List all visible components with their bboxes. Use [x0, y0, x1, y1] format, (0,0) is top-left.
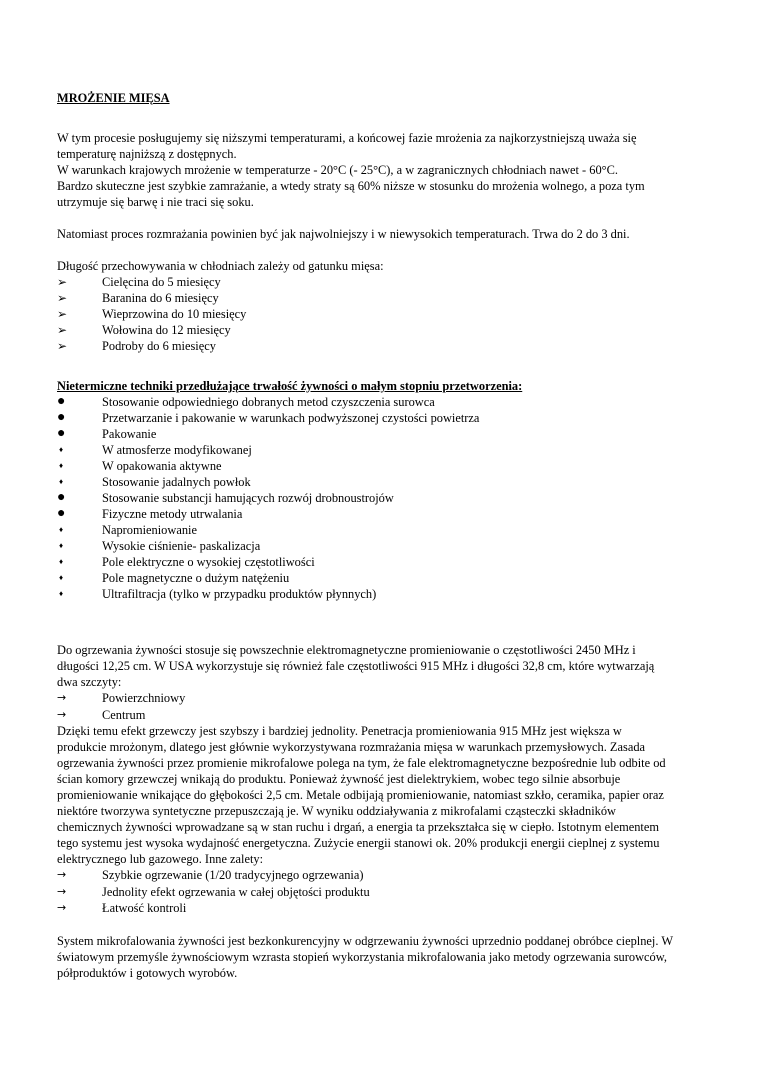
document-page — [57, 90, 673, 981]
list-item-text: W opakowania aktywne — [102, 459, 222, 473]
diamond-icon: ♦ — [59, 589, 64, 598]
bullet-icon: ● — [57, 506, 66, 521]
list-item-text: Wołowina do 12 miesięcy — [102, 323, 231, 337]
advantages-list — [57, 867, 673, 917]
list-item-text: Napromieniowanie — [102, 523, 197, 537]
list-item — [57, 490, 673, 506]
right-arrow-icon: → — [57, 884, 67, 898]
list-item-text: Podroby do 6 miesięcy — [102, 339, 216, 353]
list-item — [57, 570, 673, 586]
list-item-text: Pole magnetyczne o dużym natężeniu — [102, 571, 290, 585]
spacer — [57, 106, 673, 130]
arrowhead-icon: ➢ — [57, 275, 68, 289]
peaks-list — [57, 690, 673, 723]
right-arrow-icon: → — [57, 707, 67, 721]
storage-list — [57, 274, 673, 354]
list-item — [57, 538, 673, 554]
bullet-icon: ● — [57, 410, 66, 425]
arrowhead-icon: ➢ — [57, 323, 68, 337]
list-item — [57, 690, 673, 707]
list-item — [57, 410, 673, 426]
list-item — [57, 586, 673, 602]
list-item-text: Przetwarzanie i pakowanie w warunkach podwyższonej czystości powietrza — [102, 411, 480, 425]
list-item — [57, 322, 673, 338]
list-item-text: Szybkie ogrzewanie (1/20 tradycyjnego ogrzewania) — [102, 868, 364, 882]
spacer — [57, 354, 673, 378]
list-item — [57, 426, 673, 442]
list-item-text: Stosowanie substancji hamujących rozwój drobnoustrojów — [102, 491, 394, 505]
nonthermal-heading: Nietermiczne techniki przedłużające trwałość żywności o małym stopniu przetworzenia: — [57, 379, 523, 393]
bullet-icon: ● — [57, 490, 66, 505]
list-item — [57, 867, 673, 884]
diamond-icon: ♦ — [59, 461, 64, 470]
storage-intro: Długość przechowywania w chłodniach zależy od gatunku mięsa: — [57, 259, 384, 273]
nonthermal-list — [57, 394, 673, 602]
diamond-icon: ♦ — [59, 477, 64, 486]
list-item-text: Pakowanie — [102, 427, 157, 441]
list-item-text: Stosowanie odpowiedniego dobranych metod czyszczenia surowca — [102, 395, 435, 409]
diamond-icon: ♦ — [59, 541, 64, 550]
microwave-paragraph-3: System mikrofalowania żywności jest bezkonkurencyjny w odgrzewaniu żywności uprzednio poddanej obróbce cieplnej. W światowym przemyśle żywnościowym wzrasta stopień wykorzystania mikrofalowania jako metody ogrzewania surowców, półproduktów i gotowych wyrobów. — [57, 933, 673, 980]
diamond-icon: ♦ — [59, 573, 64, 582]
list-item-text: Jednolity efekt ogrzewania w całej objętości produktu — [102, 884, 370, 899]
list-item-text: Fizyczne metody utrwalania — [102, 507, 243, 521]
spacer — [57, 602, 673, 626]
list-item-text: Łatwość kontroli — [102, 901, 187, 915]
microwave-paragraph-1: Do ogrzewania żywności stosuje się powszechnie elektromagnetyczne promieniowanie o częstotliwości 2450 MHz i długości 12,25 cm. W USA wykorzystuje się również fale częstotliwości 915 MHz i długości 32,8 cm, które wytwarzają dwa szczyty: — [57, 643, 655, 689]
right-arrow-icon: → — [57, 901, 67, 914]
spacer — [57, 626, 673, 642]
diamond-icon: ♦ — [59, 525, 64, 534]
list-item — [57, 442, 673, 458]
list-item — [57, 900, 673, 917]
arrowhead-icon: ➢ — [57, 307, 68, 321]
list-item — [57, 522, 673, 538]
arrowhead-icon: ➢ — [57, 291, 68, 305]
list-item-text: Pole elektryczne o wysokiej częstotliwości — [102, 555, 315, 569]
microwave-paragraph-2: Dzięki temu efekt grzewczy jest szybszy i bardziej jednolity. Penetracja promieniowania 915 MHz jest większa w produkcie mrożonym, dlatego jest głównie wykorzystywana rozmrażania mięsa w warunkach przemysłowych. Zasada ogrzewania żywności przez promienie mikrofalowe polega na tym, że fale elektromagnetyczne bezpośrednie lub odbite od ścian komory grzewczej wnikają do produktu. Ponieważ żywność jest dielektrykiem, wobec tego silnie absorbuje promieniowanie wnikające do głębokości 2,5 cm. Metale odbijają promieniowanie, natomiast szkło, ceramika, papier oraz niektóre tworzywa syntetyczne przepuszczają je. W wyniku oddziaływania z mikrofalami cząsteczki składników chemicznych żywności wprowadzane są w stan ruchu i drgań, a energia ta przekształca się w ciepło. Istotnym elementem tego systemu jest wysoka wydajność energetyczna. Zużycie energii stanowi ok. 20% produkcji energii cieplnej z systemu elektrycznego lub gazowego. Inne zalety: — [57, 724, 666, 866]
list-item-text: Wieprzowina do 10 miesięcy — [102, 307, 247, 321]
list-item-text: Powierzchniowy — [102, 691, 186, 705]
intro-paragraph-3: Bardzo skuteczne jest szybkie zamrażanie, a wtedy straty są 60% niższe w stosunku do mrożenia wolnego, a poza tym utrzymuje się barwę i nie traci się soku. — [57, 179, 645, 209]
list-item-text: Stosowanie jadalnych powłok — [102, 475, 251, 489]
spacer — [57, 917, 673, 933]
list-item — [57, 707, 673, 724]
spacer — [57, 210, 673, 226]
list-item — [57, 394, 673, 410]
list-item — [57, 554, 673, 570]
bullet-icon: ● — [57, 426, 66, 441]
list-item — [57, 338, 673, 354]
right-arrow-icon: → — [57, 691, 67, 704]
list-item — [57, 306, 673, 322]
intro-paragraph-1: W tym procesie posługujemy się niższymi temperaturami, a końcowej fazie mrożenia za najkorzystniejszą uważa się temperaturę najniższą z dostępnych. — [57, 131, 637, 161]
bullet-icon: ● — [57, 394, 66, 409]
arrowhead-icon: ➢ — [57, 339, 68, 353]
list-item-text: Cielęcina do 5 miesięcy — [102, 275, 221, 289]
list-item — [57, 506, 673, 522]
spacer — [57, 242, 673, 258]
diamond-icon: ♦ — [59, 557, 64, 566]
list-item-text: Ultrafiltracja (tylko w przypadku produktów płynnych) — [102, 587, 377, 601]
list-item — [57, 458, 673, 474]
list-item — [57, 884, 673, 901]
diamond-icon: ♦ — [59, 445, 64, 454]
list-item-text: W atmosferze modyfikowanej — [102, 443, 252, 457]
list-item — [57, 290, 673, 306]
list-item-text: Centrum — [102, 707, 146, 722]
document-title: MROŻENIE MIĘSA — [57, 91, 170, 105]
intro-paragraph-2: W warunkach krajowych mrożenie w temperaturze - 20°C (- 25°C), a w zagranicznych chłodniach nawet - 60°C. — [57, 163, 618, 177]
list-item — [57, 274, 673, 290]
thawing-paragraph: Natomiast proces rozmrażania powinien być jak najwolniejszy i w niewysokich temperaturach. Trwa do 2 do 3 dni. — [57, 227, 630, 241]
right-arrow-icon: → — [57, 868, 67, 881]
list-item-text: Wysokie ciśnienie- paskalizacja — [102, 539, 261, 553]
list-item — [57, 474, 673, 490]
list-item-text: Baranina do 6 miesięcy — [102, 291, 219, 305]
